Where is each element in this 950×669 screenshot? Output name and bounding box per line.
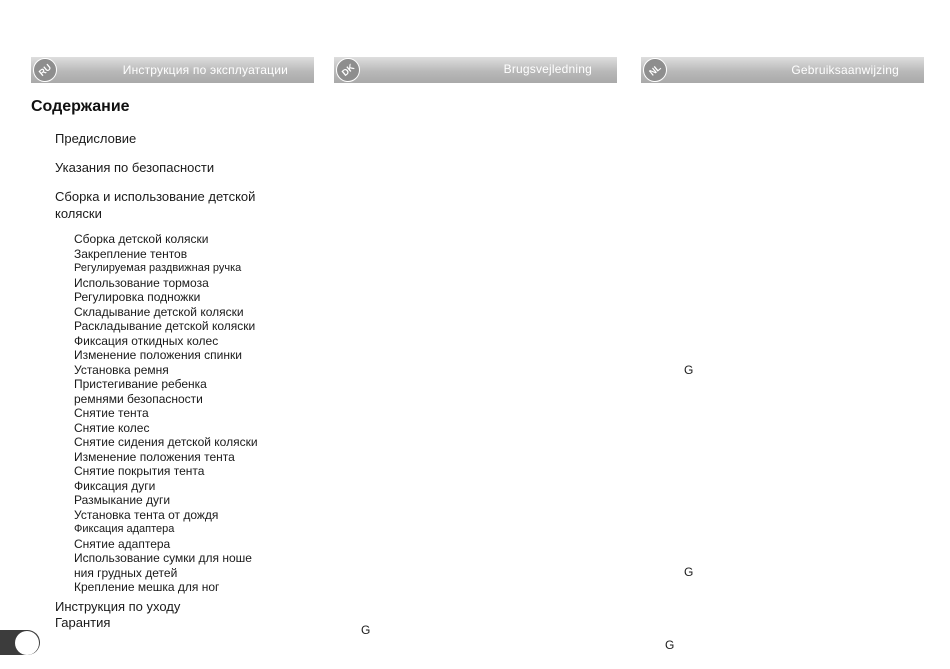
toc-subitem: Сборка детской коляски [74,232,209,246]
toc-subitem: Пристегивание ребенка [74,377,207,391]
toc-subitem: Размыкание дуги [74,493,171,507]
stray-glyph: G [684,363,694,377]
stray-glyph: G [361,623,371,637]
language-header-dk [334,57,617,83]
toc-subitem: Регулируемая раздвижная ручка [74,262,242,274]
toc-subitem: Установка тента от дождя [74,507,219,522]
header-title-nl: Gebruiksaanwijzing [791,63,899,77]
toc-section-warranty: Гарантия [55,615,111,630]
toc-subitem: Установка ремня [74,362,169,377]
toc-section-safety: Указания по безопасности [55,160,215,175]
toc-subitem: Снятие колес [74,420,150,435]
toc-subitem: Крепление мешка для ног [74,580,220,594]
toc-subitem: Снятие тента [74,406,149,420]
toc-subitem: Закрепление тентов [74,246,188,261]
toc-subitem: Использование сумки для ноше [74,551,252,565]
toc-section-assembly: Сборка и использование детской коляски [55,189,256,221]
toc-subitem: Снятие сидения детской коляски [74,435,258,449]
toc-subitem: ния грудных детей [74,565,178,580]
language-header-nl [641,57,924,83]
toc-subitem: Фиксация дуги [74,478,156,493]
toc-subitem: Изменение положения спинки [74,348,242,362]
toc-subitem: ремнями безопасности [74,391,203,406]
stray-glyph: G [684,565,694,579]
header-title-ru: Инструкция по эксплуатации [122,63,288,77]
toc-subitem-list [74,232,304,595]
stray-glyph: G [665,638,675,652]
toc-subitem: Фиксация адаптера [74,523,175,535]
toc-subitem: Использование тормоза [74,275,209,290]
language-header-ru [31,57,314,83]
toc-subitem: Складывание детской коляски [74,304,244,319]
language-badge-dk: DK [331,53,365,87]
toc-heading: Содержание [31,98,130,115]
header-title-dk: Brugsvejledning [503,62,592,76]
toc-subitem: Снятие покрытия тента [74,464,205,478]
toc-subitem: Раскладывание детской коляски [74,319,256,333]
page-tab-dot [15,631,39,655]
toc-section-preface: Предисловие [55,131,137,146]
toc-subitem: Фиксация откидных колес [74,333,219,348]
toc-subitem: Снятие адаптера [74,536,171,551]
language-badge-ru: RU [28,53,62,87]
toc-section-care: Инструкция по уходу [55,599,181,614]
toc-subitem: Изменение положения тента [74,449,235,464]
toc-subitem: Регулировка подножки [74,290,201,304]
language-badge-nl: NL [638,53,672,87]
